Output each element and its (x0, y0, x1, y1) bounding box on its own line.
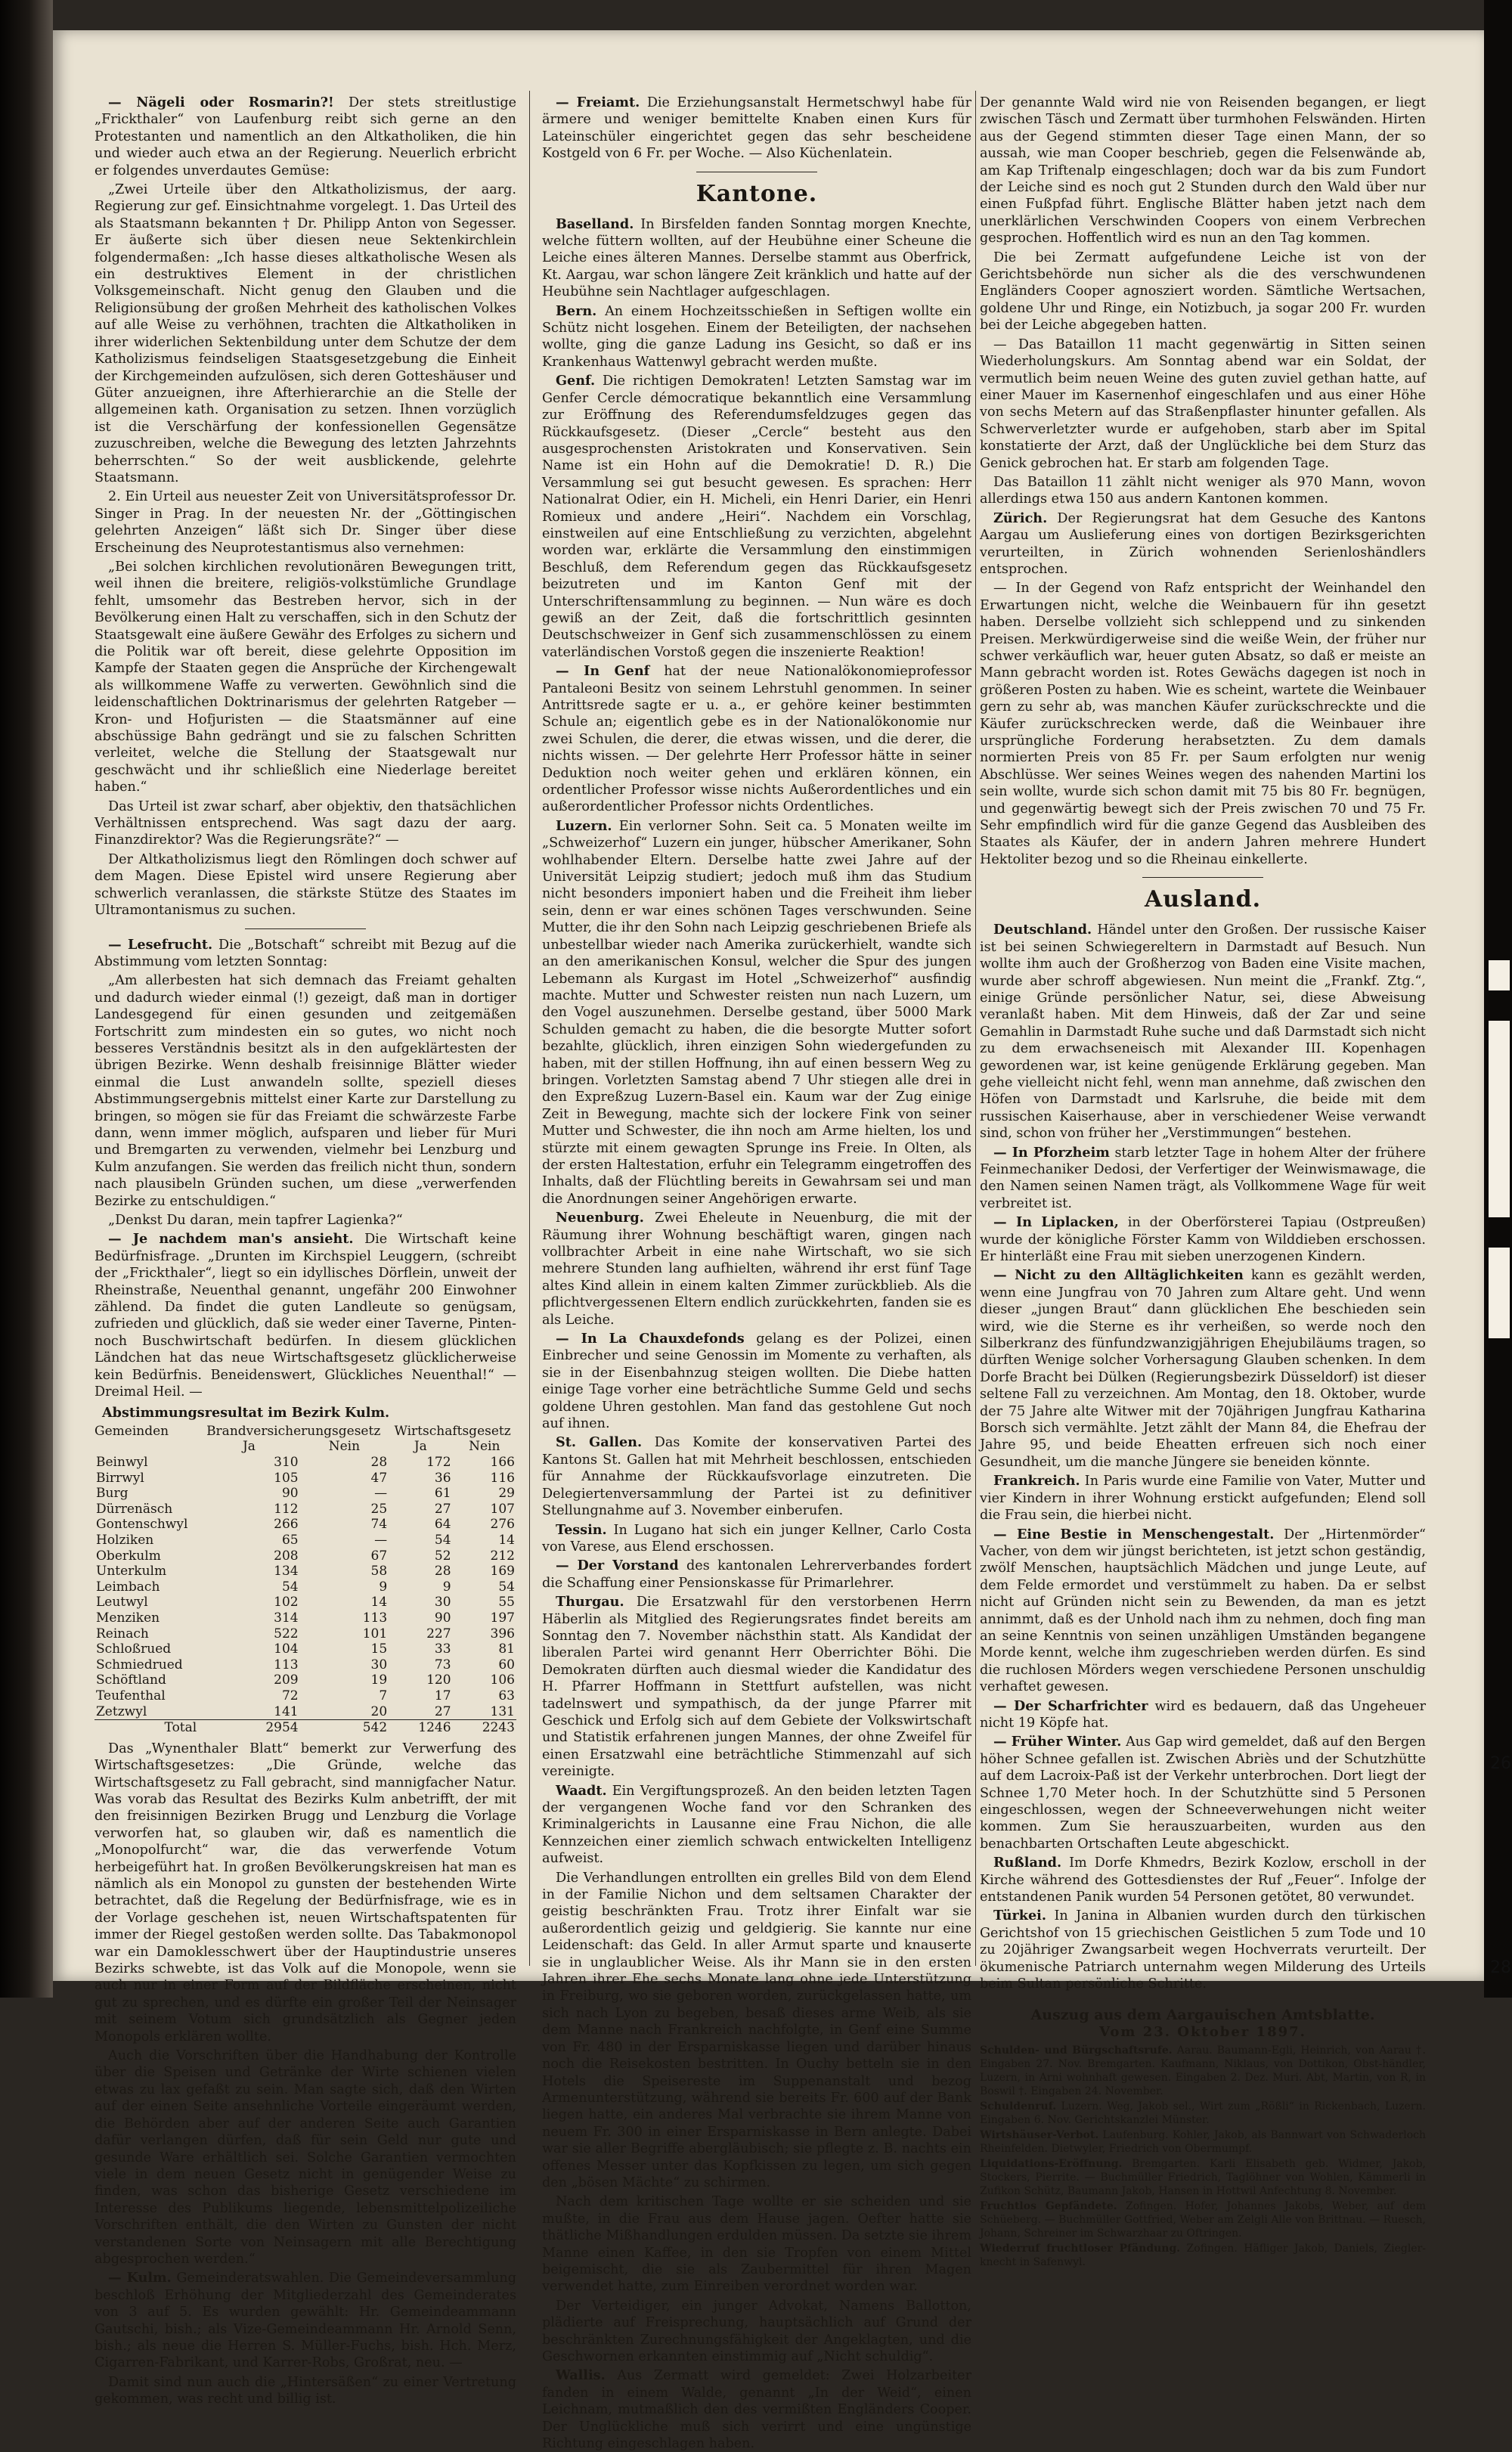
news-item (980, 1698, 1426, 1732)
vote-count: 67 (370, 1548, 388, 1564)
kantone-items (542, 216, 971, 2452)
article-lesefrucht: — Lesefrucht. Die „Botschaft“ schreibt mit Bezug auf die Abstimmung vom letzten Sonntag: (94, 936, 516, 969)
news-item (980, 1214, 1426, 1265)
vote-count: 58 (370, 1564, 388, 1579)
news-item-lead: — In Genf (556, 663, 650, 680)
vote-count: 14 (370, 1595, 388, 1610)
vote-count: 314 (274, 1610, 299, 1626)
vote-count: 116 (490, 1470, 515, 1486)
th-brand: Brandversicherungsgesetz (206, 1423, 381, 1439)
separator-amtsblatt (980, 1998, 1426, 1999)
th-ja-1: Ja (242, 1439, 256, 1455)
amtsblatt-entry-head: Wirtshäuser-Verbot. (980, 2129, 1099, 2142)
gemeinde-name: Schloßrued (96, 1641, 172, 1657)
vote-count: 104 (274, 1641, 299, 1657)
news-item-lead: Luzern. (556, 817, 612, 834)
amtsblatt-entry-head: Wiederruf fruchtloser Pfändung. (980, 2243, 1181, 2255)
edge-number-2: 28 (1490, 1958, 1511, 1977)
news-item (980, 1734, 1426, 1852)
vote-count: 209 (274, 1672, 299, 1688)
column-rule-2 (975, 91, 976, 1966)
vote-count: 14 (498, 1533, 515, 1548)
news-item (542, 1210, 971, 1328)
vote-count: 73 (434, 1657, 451, 1672)
news-item-text: Aus Gap wird gemeldet, daß auf den Bergen höher Schnee gefallen ist. Zwischen Abriès und der Schutzhütte auf dem Lacroix-Paß ist der Verkehr unterbrochen. Dort liegt der Schnee 1,70 Meter hoch. In der Schutzhütte sind 5 Personen eingeschlossen, wegen der Schneeverwehungen nicht weiter kommen. Zum Sie herauszuarbeiten, wurden aus den benachbarten Ortschaften Leute abgeschickt. (980, 1734, 1426, 1852)
amtsblatt-entry-head: Schuldenruf. (980, 2100, 1057, 2113)
edge-number-1: 26 (1490, 1754, 1511, 1773)
article-cooper: Der genannte Wald wird nie von Reisenden begangen, er liegt zwischen Täsch und Zermatt über turmhohen Felswänden. Hirten aus der Gegend stimmten dieser Tage einen Mann, der so aussah, wie man Cooper beschrieb, gegen die Felsenwände ab, am Kap Triftenalp eingeschlagen; doch war da bis zum Fundort der Leiche sind es noch gut 2 Stunden durch den Wald über nur einen Fußpfad führt. Englische Blätter haben jetzt nach dem unerklärlichen Verschwinden Coopers von einem Verbrechen gesprochen. Hoffentlich wird es nun an den Tag kommen. (980, 95, 1426, 246)
table-row (94, 1641, 516, 1657)
th-nein-1: Nein (328, 1439, 361, 1455)
news-item-text: Nach dem kritischen Tage wollte er sie scheiden und sie mußte, in die Frau aus dem Hause jagen. Oefter hatte sie thätliche Mißhandlungen erdulden müssen. Da setzte sie ihrem Manne einen Kaffee, in den sie Tropfen von einem Mittel beigemischt, die sie als Zaubermittel für ihren Magen verwendet hatte, zum Einreiben verordnet worden war. (542, 2194, 971, 2295)
table-row (94, 1455, 516, 1471)
article-freiamt: — Freiamt. Die Erziehungsanstalt Hermetschwyl habe für ärmere und weniger bemittelte Knaben einen Kurs für Lateinschüler eingerichtet gegen das sehr bescheidene Kostgeld von 6 Fr. per Woche. — Also Küchenlatein. (542, 95, 971, 162)
news-item-lead: Neuenburg. (556, 1210, 644, 1226)
total-count: 2243 (453, 1720, 516, 1736)
amtsblatt-entry-text: Laufenburg. Kohler, Jakob, als Bannwart von Schwaderloch Rheinfelden. Dietwyler, Friedrich von Obermumpf. (980, 2129, 1426, 2156)
gemeinde-name: Oberkulm (96, 1548, 161, 1564)
news-item-text: Das Komite der konservativen Partei des Kantons St. Gallen hat mit Mehrheit beschlossen, entschieden für Annahme der Rückkaufsvorlage einzutreten. Die Delegiertenversammlung der Partei ist zu definitiver Stellungnahme auf 3. November einberufen. (542, 1435, 972, 1519)
news-item (542, 373, 971, 661)
gemeinde-name: Reinach (96, 1626, 149, 1641)
article-zuerich: Zürich. Der Regierungsrat hat dem Gesuche des Kantons Aargau um Auslieferung eines von dortigen Bezirksgerichten verurteilten, in Zürich wohnenden Serienloshändlers entsprochen. (980, 510, 1426, 577)
news-item-text: Die Ersatzwahl für den verstorbenen Herrn Häberlin als Mitglied des Regierungsrates findet bereits am Sonntag den 7. November nächsthin statt. Als Kandidat der liberalen Partei wird genannt Herr Oberrichter Böhi. Die Demokraten dürften auch diesmal wieder die Kandidatur des H. Pfarrer Hoffmann in Stettfurt aufstellen, was nicht tadelnswert und sympathisch, da der junge Pfarrer mit Geschick und Erfolg sich auf dem Gebiete der Volkswirtschaft und Statistik erfahrenen jungen Mannes, der ohne Zweifel für einen Ersatzwahl eine beträchtliche Stimmenzahl auf sich vereinigte. (542, 1595, 971, 1780)
vote-count: 208 (274, 1548, 299, 1564)
table-row (94, 1595, 516, 1610)
gemeinde-name: Zetzwyl (96, 1703, 147, 1719)
news-item-lead: Genf. (556, 373, 596, 389)
table-row (94, 1502, 516, 1517)
amtsblatt-entry-text: Zofingen. Häfliger Jakob, Daniels, Ziegler-knecht in Safenwyl. (980, 2243, 1426, 2269)
vote-count: 90 (281, 1486, 299, 1502)
vote-count: 19 (370, 1672, 388, 1688)
column-2 (542, 95, 972, 2452)
book-binding-shadow (0, 0, 53, 1998)
column-rule-1 (529, 91, 530, 1966)
vote-count: 36 (434, 1470, 451, 1486)
vote-count: 25 (370, 1501, 388, 1517)
vote-count: 47 (370, 1470, 388, 1486)
vote-count: 72 (281, 1688, 299, 1703)
news-item-lead: Wallis. (556, 2367, 606, 2384)
news-item-text: Der „Hirtenmörder“ Vacher, von dem wir jüngst berichteten, ist jetzt schon geständig, zwölf Menschen, hauptsächlich Mädchen und junge Leute, auf dem Felde ermordet und verstümmelt zu haben. Da er selbst nicht auf Gründen nicht sein zu Bewenden, da man es jetzt annimmt, daß es der Unhold nach ihm zu nehmen, doch fing man an seine Kenntnis von seinen unzähligen Umständen begangene Morde kennt, welche ihm zugeschrieben werden dürfen. Es sind die ruchlosen Mörders wegen verschiedene Personen unschuldig verhaftet gewesen. (980, 1527, 1427, 1695)
vote-count: 54 (498, 1579, 515, 1595)
news-item (980, 1473, 1426, 1524)
amtsblatt-entry (980, 2199, 1426, 2240)
news-item (980, 1908, 1426, 1992)
news-item-lead: — Früher Winter. (993, 1734, 1122, 1750)
column-3: Der genannte Wald wird nie von Reisenden begangen, er liegt zwischen Täsch und Zermatt über turmhohen Felswänden. Hirten aus der Gegend stimmten dieser Tage einen Mann, der so aussah, wie man Cooper beschrieb, gegen die Felsenwände ab, am Kap Triftenalp eingeschlagen; doch war da bis zum Fundort der Leiche sind es noch gut 2 Stunden durch den Wald über nur einen Fußpfad führt. Englische Blätter haben jetzt nach dem unerklärlichen Verschwinden Coopers von einem Verbrechen gesprochen. Hoffentlich wird es nun an den Tag kommen. Die bei Zermatt aufgefundene Leiche ist von der Gerichtsbehörde nun sicher als die des verschwundenen Engländers Cooper agnosziert worden. Sämtliche Wertsachen, goldene Uhr und Ringe, ein Notizbuch, ja sogar 200 Fr. wurden bei der Leiche abgegeben hatten. — Das Bataillon 11 macht gegenwärtig in Sitten seinen Wiederholungskurs. Am Sonntag abend war ein Soldat, der vermutlich beim neuen Weine des guten zuviel gethan hatte, auf einer Mauer im Kasernenhof eingeschlafen und aus einer Höhe von sechs Metern auf das Straßenpflaster hinunter gefallen. Als Schwerverletzter wurde er aufgehoben, starb aber im Spital konstatierte der Arzt, daß der Unglückliche bei dem Sturz das Genick gebrochen hat. Er starb am folgenden Tage. Das Bataillon 11 zählt nicht weniger als 970 Mann, wovon allerdings etwa 150 aus andern Kantonen kommen. Zürich. Der Regierungsrat hat dem Gesuche des Kantons Aargau um Auslieferung eines von dortigen Bezirksgerichten verurteilten, in Zürich wohnenden Serienloshändlers entsprochen. — In der Gegend von Rafz entspricht der Weinhandel den Erwartungen nicht, welche die Weinbauern für ihn gesetzt haben. Derselbe vollzieht sich schleppend und zu sinkenden Preisen. Merkwürdigerweise sind die weiße Wein, der früher nur schwer verkäuflich war, heuer guten Absatz, so daß er meiste an Mann gebracht worden ist. Rotes Gewächs dagegen ist noch in größeren Posten zu haben. Wie es scheint, wartete die Weinbauer gern zu sehr ab, was manchen Käufer zurückschreckte und die Käufer zurückschrecken werde, daß die Weinbauer ihre ursprüngliche Forderung herabsetzten. Zu dem damals normierten Preis von 85 Fr. per Saum erfolgten nur wenig Abschlüsse. Wer seines Weines wegen des nahenden Martini los sein wollte, wurde sich schon damit mit 75 bis 80 Fr. begnügen, und gegenwärtig bewegt sich der Preis zwischen 70 und 75 Fr. Sehr empfindlich wird für die ganze Gegend das Ausbleiben des Staates als Käufer, der in andern Jahren mehrere Hundert Hektoliter bezog und so die Rheinau einkellerte. Ausland. Deutschland. Händel unter den Großen. Der russische Kaiser ist bei seinen Schwiegereltern in Darmstadt auf Besuch. Nun wollte ihm auch der Großherzog von Baden eine Visite machen, wurde aber schroff abgewiesen. Nun meint die „Frankf. Ztg.“, einige Gründe persönlicher Natur, sei, diese Abweisung veranlaßt haben. Mit dem Hinweis, daß der Zar und seine Gemahlin in Darmstadt Ruhe suche und daß Darmstadt sich nicht zu dem erwachseneisch mit Alexander III. Kopenhagen gewordenen war, ist keine genügende Erklärung gegeben. Man gehe vielleicht nicht fehl, wenn man annehme, daß zwischen den Höfen von Darmstadt und Karlsruhe, die beide mit dem russischen Kaiserhause, aber in verschiedener Weise verwandt sind, schon von früher her „Verstimmungen“ bestehen. — In Pforzheim starb letzter Tage in hohem Alter der frühere Feinmechaniker Dedosi, der Verfertiger der Weinwismawage, die den Namen seinen Namen trägt, als Vollkommene Wage für weit verbreitet ist. — In Liplacken, in der Oberförsterei Tapiau (Ostpreußen) wurde der königliche Förster Kamm von Wilddieben erschossen. Er hinterläßt eine Frau mit sieben unerzogenen Kindern. — Nicht zu den Alltäglichkeiten kann es gezählt werden, wenn eine Jungfrau von 70 Jahren zum Altare geht. Und wenn dieser „jungen Braut“ dann glücklichen Ehe beschieden sein wird, wie die Sterne es ihr verheißen, so werde noch den Silberkranz des fünfundzwanzigjährigen Ehejubiläums tragen, so dürften Wenige solcher Vorhersagung Glauben schenken. In dem Dorfe Bracht bei Dülken (Regierungsbezirk Düsseldorf) ist dieser seltene Fall zu verzeichnen. Am Montag, den 18. Oktober, wurde der 75 Jahre alte Witwer mit der 70jährigen Jungfrau Katharina Borsch sich vermählte. Jetzt zählt der Mann 84, die Ehefrau der Jahre 95, und beide Eheatten erfreuen sich noch einer Gesundheit, um die manche Jüngere sie beneiden könnte. Frankreich. In Paris wurde eine Familie von Vater, Mutter und vier Kindern in ihrer Wohnung erstickt aufgefunden; Elend soll die Frau sein, die hierbei nicht. — Eine Bestie in Menschengestalt. Der „Hirtenmörder“ Vacher, von dem wir jüngst berichteten, ist jetzt schon geständig, zwölf Menschen, hauptsächlich Mädchen und junge Leute, auf dem Felde ermordet und verstümmelt zu haben. Da er selbst nicht auf Gründen nicht sein zu Bewenden, da man es jetzt annimmt, daß es der Unhold nach ihm zu nehmen, doch fing man an seine Kenntnis von seinen unzähligen Umständen begangene Morde kennt, welche ihm zugeschrieben werden dürfen. Es sind die ruchlosen Mörders wegen verschiedene Personen unschuldig verhaftet gewesen. — Der Scharfrichter wird es bedauern, daß das Ungeheuer nicht 19 Köpfe hat. — Früher Winter. Aus Gap wird gemeldet, daß auf den Bergen höher Schnee gefallen ist. Zwischen Abriès und der Schutzhütte auf dem Lacroix-Paß ist der Verkehr unterbrochen. Dort liegt der Schnee 1,70 Meter hoch. In der Schutzhütte sind 5 Personen eingeschlossen, wegen der Schneeverwehungen nicht weiter kommen. Zum Sie herauszuarbeiten, wurden aus den benachbarten Ortschaften Leute abgeschickt. Rußland. Im Dorfe Khmedrs, Bezirk Kozlow, erscholl in der Kirche während des Gottesdienstes der Ruf „Feuer“. Infolge der entstandenen Panik wurden 54 Personen getötet, 80 verwundet. Türkei. In Janina in Albanien wurden durch den türkischen Gerichtshof von 15 griechischen Geistlichen 5 zum Tode und 10 zu 20jähriger Zwangsarbeit wegen Hochverrats verurteilt. Der ökumenische Patriarch unternahm wegen Milderung des Urteils beim Sultan persönliche Schritte. Auszug aus dem Aargauischen Amtsblatte. Vom 23. Oktober 1897. Schulden- und Bürgschaftsrufe. Aarau. Baumann-Egli, Heinrich, von Aarau †. Eingaben 27. Nov. Bremgarten. Kaufmann, Niklaus, von Dottikon, Obst-händler, Luzern, in Arni wohnhaft gewesen. Eingaben 2. Dez. Muri. Abt, Martin, von R, in Boswil †. Eingaben 24. November. Schuldenruf. Luzern. Weg, Jakob sel., Wirt zum „Rößli“ in Rickenbach, Luzern. Eingaben 6. Nov. Gerichtskanzlei Münster. Wirtshäuser-Verbot. Laufenburg. Kohler, Jakob, als Bannwart von Schwaderloch Rheinfelden. Dietwyler, Friedrich von Obermumpf. Liquidations-Eröffnung. Bremgarten. Karli Elisabeth geb. Widmer, Jakob, Stockers, Pierrite. — Buchmüller Friedrich, Taglöhner von Wohlen, Kämmerli in Zufikon Schütz, Baumann Jakob, Hansen in Hottwil Anfechtung 8. November. Fruchtlos Gepfändete. Zofingen. Hofer, Johannes Jakobs, Weber, auf dem Schüeberg. — Buchmüller Gottfried, Weber am Zelgli Alle von Brittnau. — Ruesch, Johann, Schreiner im Schwarzhaar zu Oftringen. Wiederruf fruchtloser Pfändung. Zofingen. Häfliger Jakob, Daniels, Ziegler-knecht in Safenwyl. (980, 95, 1427, 2269)
news-item (542, 1434, 971, 1519)
vote-count: 166 (490, 1455, 515, 1471)
news-item-text: Ein verlorner Sohn. Seit ca. 5 Monaten weilte im „Schweizerhof“ Luzern ein junger, hübscher Amerikaner, Sohn wohlhabender Eltern. Derselbe hatte zwei Jahre auf der Universität Leipzig studiert; jedoch muß ihm das Studium nicht besonders imponiert haben und die Freiheit ihm lieber sein, denn er war eines schönen Tages verschwunden. Seine Mutter, die ihr den Sohn nach Leipzig geschriebenen Briefe als unbestellbar wieder nach Amerika zurückerhielt, wandte sich an den amerikanischen Konsul, welcher die Spur des jungen Lebemann als Kurgast im Hotel „Schweizerhof“ ausfindig machte. Mutter und Schwester reisten nun nach Luzern, um den Vogel auszunehmen. Derselbe gestand, über 5000 Mark Schulden gemacht zu haben, die die besorgte Mutter sofort bezahlte, glücklich, ihren einzigen Sohn wiedergefunden zu haben, mit der stillen Hoffnung, ihn auf einen bessern Weg zu bringen. Vorletzten Samstag abend 7 Uhr stiegen alle drei in den Expreßzug Luzern-Basel ein. Kaum war der Zug einige Zeit in Bewegung, machte sich der lockere Fink von seiner Mutter und Schwester, die ihn noch am Arme hielten, los und stürzte mit einem gewagten Sprunge ins Freie. In Olten, als der ersten Haltestation, erfuhr ein Telegramm eingetroffen des Inhalts, daß der Flüchtling bereits in Gewahrsam sei und man die Anordnungen seiner Angehörigen erwarte. (542, 818, 971, 1207)
table-title: Abstimmungsresultat im Bezirk Kulm. (102, 1405, 390, 1421)
news-item-lead: — In Pforzheim (993, 1144, 1110, 1161)
news-item-lead: Deutschland. (993, 922, 1092, 938)
news-item (542, 1783, 971, 1868)
news-item (542, 818, 971, 1207)
article-nachdem: — Je nachdem man's ansieht. Die Wirtschaft keine Bedürfnisfrage. „Drunten im Kirchspiel Leuggern, (schreibt der „Frickthaler“, liegt so ein idyllisches Dörflein, unweit der Rheinstraße, Neuenthal genannt, ungefähr 200 Einwohner zählend. Da findet die guten Landleute so genügsam, zufrieden und glücklich, daß sie weder einer Taverne, Pinten- noch Buschwirtschaft bedürfen. In diesem glücklichen Ländchen hat das neue Wirtschaftsgesetz glücklicherweise kein Bedürfnis. Beneidenswert, Glückliches Neuenthal!“ — Dreimal Heil. — (94, 1231, 516, 1400)
amtsblatt-entry-text: Luzern. Weg, Jakob sel., Wirt zum „Rößli“ in Rickenbach, Luzern. Eingaben 6. Nov. Gerichtskanzlei Münster. (980, 2100, 1427, 2127)
amtsblatt-entry (980, 2242, 1426, 2269)
amtsblatt-entry-head: Schulden- und Bürgschaftsrufe. (980, 2044, 1173, 2057)
table-row (94, 1672, 516, 1688)
table-row (94, 1626, 516, 1642)
vote-count: 212 (490, 1548, 515, 1564)
vote-count: 20 (370, 1703, 388, 1719)
vote-count: 107 (490, 1501, 515, 1517)
total-count: 542 (300, 1720, 389, 1736)
vote-count: 33 (434, 1641, 451, 1657)
vote-count: 141 (274, 1703, 299, 1719)
vote-count: 64 (434, 1517, 451, 1533)
article-kulm: — Kulm. Gemeinderatswahlen. Die Gemeindeversammlung beschloß Erhöhung der Mitgliederzahl des Gemeinderates von 3 auf 5. Es wurden gewählt: Hr. Gemeindeammann Gautschi, bish.; als Vize-Gemeindeammann Hr. Arnold Senn, bish.; als neue die Herren S. Müller-Fuchs, bish. Hch. Merz, Cigarren-Fabrikant, und Karrer-Robs, Großrat, neu. — (94, 2270, 516, 2371)
news-item-text: starb letzter Tage in hohem Alter der frühere Feinmechaniker Dedosi, der Verfertiger der Weinwismawage, die den Namen seinen Namen trägt, als Vollkommene Wage für weit verbreitet ist. (980, 1145, 1426, 1211)
vote-count: 106 (490, 1672, 515, 1688)
gemeinde-name: Beinwyl (96, 1455, 148, 1471)
news-item-lead: Frankreich. (993, 1473, 1080, 1489)
news-item-lead: — In Liplacken, (993, 1214, 1119, 1231)
amtsblatt-entry-text: Aarau. Baumann-Egli, Heinrich, von Aarau †. Eingaben 27. Nov. Bremgarten. Kaufmann, Niklaus, von Dottikon, Obst-händler, Luzern, in Arni wohnhaft gewesen. Eingaben 2. Dez. Muri. Abt, Martin, von R, in Boswil †. Eingaben 24. November. (980, 2044, 1427, 2098)
news-item (542, 303, 971, 371)
news-item-text: In Paris wurde eine Familie von Vater, Mutter und vier Kindern in ihrer Wohnung erstickt aufgefunden; Elend soll die Frau sein, die hierbei nicht. (980, 1474, 1426, 1524)
gemeinde-name: Dürrenäsch (96, 1501, 173, 1517)
news-item-text: In Lugano hat sich ein junger Kellner, Carlo Costa von Varese, aus Elend erschossen. (542, 1522, 972, 1555)
amtsblatt-entry-head: Liquidations-Eröffnung. (980, 2158, 1123, 2171)
table-row (94, 1533, 516, 1548)
vote-count: 27 (434, 1703, 451, 1719)
table-row (94, 1704, 516, 1720)
news-item-lead: — In La Chauxdefonds (556, 1331, 745, 1347)
news-item-text: Aus Zermatt wird gemeldet: Zwei Holzarbeiter fanden in einem Walde, genannt „In der Weid“, einen Leichnam, mutmaßlich den des vermißten Engländers Cooper. Der Unglückliche muß sich verirrt und eine ungünstige Richtung eingeschlagen haben. (542, 2368, 971, 2452)
news-item-lead: — Eine Bestie in Menschengestalt. (993, 1526, 1275, 1542)
vote-count: 101 (362, 1626, 388, 1641)
vote-count: 61 (434, 1486, 451, 1502)
news-item (542, 663, 971, 816)
news-item-text: Zwei Eheleute in Neuenburg, die mit der Räumung ihrer Wohnung beschäftigt waren, gingen nach vollbrachter Arbeit in eine nahe Wirtschaft, wo sie sich mehrere Stunden lang aufhielten, während ihr erst fünf Tage altes Kind allein in einem kalten Zimmer zurückblieb. Als die pflichtvergessenen Eltern endlich zurückkehrten, fanden sie es als Leiche. (542, 1211, 972, 1328)
ausland-items (980, 922, 1426, 1992)
amtsblatt-entry (980, 2128, 1426, 2156)
news-item-text: gelang es der Polizei, einen Einbrecher und seine Genossin im Momente zu verhaften, als sie in der Eisenbahnzug steigen wollten. Die Diebe hatten einige Tage vorher eine beträchtliche Summe Geld und sechs goldene Uhren gestohlen. Man fand das gestohlene Gut noch auf ihnen. (542, 1331, 971, 1432)
vote-count: 522 (274, 1626, 299, 1641)
vote-count: 112 (274, 1501, 299, 1517)
vote-count: — (374, 1533, 388, 1548)
gemeinde-name: Holziken (96, 1533, 154, 1548)
table-row (94, 1564, 516, 1579)
gemeinde-name: Leutwyl (96, 1595, 148, 1610)
vote-count: 54 (281, 1579, 299, 1595)
gemeinde-name: Unterkulm (96, 1564, 167, 1579)
vote-count: 227 (426, 1626, 451, 1641)
article-naegeli: — Nägeli oder Rosmarin?! Der stets streitlustige „Frickthaler“ von Laufenburg reibt sich gerne an den Protestanten und namentlich an den Altkatholiken, die hin und wieder auch etwa an der Regierung. Neuerlich erbricht er folgendes unverdautes Gemüse: (94, 95, 516, 178)
separator (245, 928, 366, 929)
news-item (542, 2298, 971, 2366)
vote-count: 276 (490, 1517, 515, 1533)
news-item (980, 1145, 1426, 1213)
vote-count: 134 (274, 1564, 299, 1579)
news-item-lead: Waadt. (556, 1782, 607, 1799)
amtsblatt-entry (980, 2100, 1426, 2127)
vote-count: 28 (434, 1564, 451, 1579)
vote-count: 60 (498, 1657, 515, 1672)
news-item (542, 2193, 971, 2295)
gemeinde-name: Burg (96, 1486, 129, 1502)
news-item-lead: Tessin. (556, 1521, 607, 1538)
amtsblatt-entry (980, 2157, 1426, 2198)
news-item-lead: Thurgau. (556, 1594, 624, 1610)
total-count: 1246 (389, 1720, 452, 1736)
gemeinde-name: Gontenschwyl (96, 1517, 188, 1533)
vote-table-body (94, 1455, 516, 1736)
vote-count: 55 (498, 1595, 515, 1610)
table-row (94, 1486, 516, 1502)
amtsblatt-date: Vom 23. Oktober 1897. (1099, 2023, 1306, 2040)
vote-count: — (374, 1486, 388, 1502)
news-item (542, 1522, 971, 1556)
th-wirt: Wirtschaftsgesetz (394, 1423, 511, 1439)
vote-count: 310 (274, 1455, 299, 1471)
news-item-text: hat der neue Nationalökonomieprofessor Pantaleoni Besitz von seinem Lehrstuhl genommen. In seiner Antrittsrede sagte er u. a., er gehöre keiner bestimmten Schule an; eigentlich gebe es in der Nationalökonomie nur zwei Schulen, die derer, die etwas wissen, und die derer, die nichts wissen. — Der gelehrte Herr Professor hätte in seiner Deduktion noch weiter gehen und erklären können, ein ordentlicher Professor wisse nichts Außerordentliches und ein außerordentlicher Professor nichts Ordentliches. (542, 664, 971, 815)
news-item (542, 2367, 971, 2452)
news-item (980, 1527, 1426, 1696)
vote-count: 9 (379, 1579, 388, 1595)
news-item-text: An einem Hochzeitsschießen in Seftigen wollte ein Schütz nicht losgehen. Einem der Beteiligten, der nachsehen wollte, ging die ganze Ladung ins Gesicht, so daß er ins Krankenhaus Wattenwyl gebracht werden mußte. (542, 303, 971, 370)
total-count: 2954 (198, 1720, 299, 1736)
vote-count: 113 (274, 1657, 299, 1672)
vote-count: 113 (362, 1610, 388, 1626)
th-ja-2: Ja (414, 1439, 427, 1455)
separator (1142, 877, 1263, 878)
adjacent-page-edge (1484, 0, 1512, 1998)
news-item-text: des kantonalen Lehrerverbandes fordert die Schaffung einer Pensionskasse für Primarlehrer. (542, 1558, 971, 1591)
news-item-text: Ein Vergiftungsprozeß. An den beiden letzten Tagen der vergangenen Woche fand vor den Schranken des Kriminalgerichts in Lausanne eine Frau Nichon, die alle Kennzeichen einer ziemlich schwach entwickelten Intelligenz aufweist. (542, 1783, 972, 1867)
amtsblatt-entry-head: Fruchtlos Gepfändete. (980, 2200, 1117, 2213)
vote-count: 65 (281, 1533, 299, 1548)
vote-count: 197 (490, 1610, 515, 1626)
vote-count: 30 (370, 1657, 388, 1672)
news-item-lead: — Der Scharfrichter (993, 1697, 1148, 1714)
table-row (94, 1688, 516, 1704)
gemeinde-name: Leimbach (96, 1579, 160, 1595)
news-item (542, 1331, 971, 1432)
gemeinde-name: Menziken (96, 1610, 160, 1626)
table-row (94, 1548, 516, 1564)
table-total-row (94, 1720, 516, 1736)
amtsblatt-entry (980, 2044, 1426, 2098)
vote-count: 7 (379, 1688, 388, 1703)
vote-count: 81 (498, 1641, 515, 1657)
vote-count: 102 (274, 1595, 299, 1610)
news-item (980, 922, 1426, 1142)
gemeinde-name: Schmiedrued (96, 1657, 183, 1672)
column-1: — Nägeli oder Rosmarin?! Der stets streitlustige „Frickthaler“ von Laufenburg reibt sich gerne an den Protestanten und namentlich an den Altkatholiken, die hin und wieder auch etwa an der Regierung. Neuerlich erbricht er folgendes unverdautes Gemüse: „Zwei Urteile über den Altkatholizismus, der aarg. Regierung zur gef. Einsichtnahme vorgelegt. 1. Das Urteil des als Staatsmann bekannten † Dr. Philipp Anton von Segesser. Er äußerte sich über diesen neue Sektenkirchlein folgendermaßen: „Ich hasse dieses altkatholische Wesen als ein destruktives Element in der christlichen Volksgemeinschaft. Nicht genug den Glauben und die Religionsübung der großen Mehrheit des katholischen Volkes auf alle Weise zu verhöhnen, trachten die Altkatholiken in ihrer widerlichen Sektenbildung unter dem Schutze der dem Katholizismus feindseligen Staatsgesetzgebung die Einheit der Kirchgemeinden aufzulösen, sich deren Gotteshäuser und Güter anzueignen, ihre Afterhierarchie an die Stelle der allgemeinen kath. Organisation zu setzen. Ihnen vorzüglich ist die Verschärfung der konfessionellen Gegensätze zuzuschreiben, welche die Bewegung des letzten Jahrzehnts beherrschten.“ So der weit ausblickende, gelehrte Staatsmann. 2. Ein Urteil aus neuester Zeit von Universitätsprofessor Dr. Singer in Prag. In der neuesten Nr. der „Göttingischen gelehrten Anzeigen“ läßt sich Dr. Singer über diese Erscheinung des Neuprotestantismus also vernehmen: „Bei solchen kirchlichen revolutionären Bewegungen tritt, weil ihnen die breitere, religiös-volkstümliche Grundlage fehlt, umsomehr das Bestreben hervor, sich in der Bevölkerung einen Halt zu verschaffen, sich in den Schutz der Staatsgewalt eine äußere Gewähr des Erfolges zu sichern und die Politik war oft bereit, diese gelehrte Opposition im Kampfe der Staaten gegen die Ansprüche der Kirchengewalt als willkommene Waffe zu verwerten. Gewöhnlich sind die leidenschaftlichen Doktrinarismus der gelehrten Ratgeber — Kron- und Hofjuristen — die Staatsmänner auf eine abschüssige Bahn gedrängt und sie zu falschen Schritten verleitet, welche die Stellung der Staatsgewalt nur geschwächt und ihr schließlich eine Niederlage bereitet haben.“ Das Urteil ist zwar scharf, aber objektiv, den thatsächlichen Verhältnissen entsprechend. Was sagt dazu der aarg. Finanzdirektor? Was die Regierungsräte?“ — Der Altkatholizismus liegt den Römlingen doch schwer auf dem Magen. Diese Epistel wird unsere Regierung aber schwerlich veranlassen, die stärkste Stütze des Staates im Ultramontanismus zu suchen. — Lesefrucht. Die „Botschaft“ schreibt mit Bezug auf die Abstimmung vom letzten Sonntag: „Am allerbesten hat sich demnach das Freiamt gehalten und dadurch wieder einmal (!) gezeigt, daß man in dortiger Landesgegend für einen gesunden und zeitgemäßen Fortschritt zum mindesten ein so gutes, wo nicht noch besseres Verständnis besitzt als in den aufgeklärtesten der übrigen Bezirke. Wenn deshalb freisinnige Blätter wieder einmal die Lust anwandeln sollte, speziell dieses Abstimmungsergebnis mittelst einer Karte zur Darstellung zu bringen, so mögen sie für das Freiamt die schwärzeste Farbe dann, wenn immer möglich, aufsparen und lieber für Muri und Bremgarten zu verwenden, vielmehr bei Lenzburg und Kulm anzufangen. Sie werden das freilich nicht thun, sondern nach plausibeln Gründen suchen, um diese „verwerfenden Bezirke zu entschuldigen.“ „Denkst Du daran, mein tapfrer Lagienka?“ — Je nachdem man's ansieht. Die Wirtschaft keine Bedürfnisfrage. „Drunten im Kirchspiel Leuggern, (schreibt der „Frickthaler“, liegt so ein idyllisches Dörflein, unweit der Rheinstraße, Neuenthal genannt, ungefähr 200 Einwohner zählend. Da findet die guten Landleute so genügsam, zufrieden und glücklich, daß sie weder einer Taverne, Pinten- noch Buschwirtschaft bedürfen. In diesem glücklichen Ländchen hat das neue Wirtschaftsgesetz glücklicherweise kein Bedürfnis. Beneidenswert, Glückliches Neuenthal!“ — Dreimal Heil. — Abstimmungsresultat im Bezirk Kulm. Gemeinden Brandversicherungsgesetz Wirtschaftsgesetz Ja Nein Ja Nein Beinwyl 310 28 172 166 Birrwyl 105 47 36 116 Burg 90 — 61 29 Dürrenäsch 112 25 27 107 Gontenschwyl 266 74 64 276 Holziken 65 — 54 14 Oberkulm 208 67 52 212 Unterkulm 134 58 28 169 Leimbach 54 9 9 54 Leutwyl 102 14 30 55 Menziken 314 113 90 197 Reinach 522 101 227 396 Schloßrued 104 15 33 81 Schmiedrued 113 30 73 60 Schöftland 209 19 120 106 Teufenthal 72 7 17 63 Zetzwyl 141 20 27 131 Total 2954 542 1246 2243 Das „Wynenthaler Blatt“ bemerkt zur Verwerfung des Wirtschaftsgesetzes: „Die Gründe, welche das Wirtschaftsgesetz zu Fall gebracht, sind mannigfacher Natur. Was vorab das Resultat des Bezirks Kulm anbetrifft, der mit den freisinnigen Bezirken Brugg und Lenzburg die Vorlage verworfen hat, so glauben wir, daß es namentlich die „Monopolfurcht“ war, die das verwerfende Votum herbeigeführt hat. In großen Bevölkerungskreisen hat man es nämlich als ein Monopol zu gunsten der bestehenden Wirte betrachtet, daß die Regelung der Bedürfnisfrage, wie es in der Vorlage geschehen ist, neuen Wirtschaftspatenten für immer der Riegel gestoßen werden sollte. Das Tabakmonopol war ein Damoklesschwert über der Hauptindustrie unseres Bezirks schwebte, ist das Volk auf die Monopole, wenn sie auch nur in einer Form auf der Bildfläche erscheinen, nicht gut zu sprechen, und es dürfte ein großer Teil der Neinsager mit seinem Votum sich grundsätzlich als Gegner jeden Monopols erklären wollte. Auch die Vorschriften über die Handhabung der Kontrolle über die Speisen und Getränke der Wirte schienen vielen etwas zu lax gefaßt zu sein. Man sagte sich, daß den Wirten auf der einen Seite ansehnliche Vorteile eingeräumt werden, die Behörden aber auf der anderen Seite auch Garantien dafür verlangen dürfen, daß für sein Geld nur gute und gesunde Ware erhältlich sei. Solche Garantien vermochten viele in dem neuen Gesetz nicht in genügender Weise zu finden, was schon das bisherige Gesetz verschiedene im Interesse des Publikums liegende, lebensmittelpolizeiliche Vorschriften enthält, die den Wirten zu Gunsten der nicht verstandenen Sorte von Neinsagern mit alle Berechtigung abgesprochen werden.“ — Kulm. Gemeinderatswahlen. Die Gemeindeversammlung beschloß Erhöhung der Mitgliederzahl des Gemeinderates von 3 auf 5. Es wurden gewählt: Hr. Gemeindeammann Gautschi, bish.; als Vize-Gemeindeammann Hr. Arnold Senn, bish.; als neue die Herren S. Müller-Fuchs, bish. Hch. Merz, Cigarren-Fabrikant, und Karrer-Robs, Großrat, neu. — Damit sind nun auch die „Hintersäßen“ zu einer Vertretung gekommen, was recht und billig ist. (94, 95, 516, 2407)
vote-count: 105 (274, 1470, 299, 1486)
news-item-lead: Bern. (556, 302, 597, 319)
news-item (542, 1558, 971, 1592)
news-item (542, 1594, 971, 1780)
amtsblatt-entry-text: Bremgarten. Karli Elisabeth geb. Widmer, Jakob, Stockers, Pierrite. — Buchmüller Friedrich, Taglöhner von Wohlen, Kämmerli in Zufikon Schütz, Baumann Jakob, Hansen in Hottwil Anfechtung 8. November. (980, 2158, 1426, 2198)
news-item (980, 1855, 1426, 1905)
section-title-ausland: Ausland. (1144, 886, 1262, 913)
vote-count: 90 (434, 1610, 451, 1626)
news-item-text: Der Verteidiger, ein junger Advokat, Namens Ballotton, plädierte auf Freisprechung, hauptsächlich auf Grund der beschränkten Zurechnungsfähigkeit der Angeklagten, und die Geschwornen erkannten einstimmig auf „Nicht schuldig“. (542, 2298, 971, 2364)
news-item-lead: St. Gallen. (556, 1434, 643, 1451)
vote-results-table (94, 1424, 516, 1736)
table-row (94, 1610, 516, 1626)
article-wynenthaler: Das „Wynenthaler Blatt“ bemerkt zur Verwerfung des Wirtschaftsgesetzes: „Die Gründe, welche das Wirtschaftsgesetz zu Fall gebracht, sind mannigfacher Natur. Was vorab das Resultat des Bezirks Kulm anbetrifft, der mit den freisinnigen Bezirken Brugg und Lenzburg die Vorlage verworfen hat, so glauben wir, daß es namentlich die „Monopolfurcht“ war, die das verwerfende Votum herbeigeführt hat. In großen Bevölkerungskreisen hat man es nämlich als ein Monopol zu gunsten der bestehenden Wirte betrachtet, daß die Regelung der Bedürfnisfrage, wie es in der Vorlage geschehen ist, neuen Wirtschaftspatenten für immer der Riegel gestoßen werden sollte. Das Tabakmonopol war ein Damoklesschwert über der Hauptindustrie unseres Bezirks schwebte, ist das Volk auf die Monopole, wenn sie auch nur in einer Form auf der Bildfläche erscheinen, nicht gut zu sprechen, und es dürfte ein großer Teil der Neinsager mit seinem Votum sich grundsätzlich als Gegner jeden Monopols erklären wollte. (94, 1741, 516, 2044)
news-item-lead: — Der Vorstand (556, 1558, 679, 1574)
th-gemeinden: Gemeinden (94, 1423, 169, 1439)
total-label: Total (94, 1720, 198, 1736)
news-item-text: Die Verhandlungen entrollten ein grelles Bild von dem Elend in der Familie Nichon und dem seltsamen Charakter der geistig beschränkten Frau. Trotz ihrer Einfalt war sie außerordentlich geizig und geldgierig. Sie kannte nur eine Leidenschaft: das Geld. In aller Armut sparte und knauserte sie in unglaublicher Weise. Als ihr Mann sie in den ersten Jahren ihrer Ehe sechs Monate lang ohne jede Unterstützung in Freiburg, wo sie geboren worden, zurückgelassen hatte, um sich nach Lyon zu begeben, besaß dieses arme Weib, als sie dem Manne nach Frankreich nachfolgte, in Genf eine Summe von Fr. 480 in der Ersparniskasse liegen und darüber hinaus noch die Reisekosten bestritten. In Ouchy betteln sie in den Hotels die Speisereste im Suppenanstalt und bezog Armenunterstützung, während sie bereits Fr. 600 auf der Bank liegen hatte, ein anderes Mal verbrachte sie ihrem Manne von neuem Fr. 300 in einer Ersparniskasse in Bern anlegte. Dabei war sie aller Begriffe abergläubisch; sie pflegte z. B. nachts ein offenes Messer unter das Kopfkissen zu legen, um sich gegen den „bösen Mächte“ zu schirmen. (542, 1870, 971, 2190)
news-item-text: In Janina in Albanien wurden durch den türkischen Gerichtshof von 15 griechischen Geistlichen 5 zum Tode und 10 zu 20jähriger Zwangsarbeit wegen Hochverrats verurteilt. Der ökumenische Patriarch unternahm wegen Milderung des Urteils beim Sultan persönliche Schritte. (980, 1908, 1426, 1992)
section-title-kantone: Kantone. (696, 180, 818, 207)
news-item-text: Die richtigen Demokraten! Letzten Samstag war im Genfer Cercle démocratique bekanntlich eine Versammlung zur Eröffnung des Referendumsfeldzuges gegen das Rückkaufsgesetz. (Dieser „Cercle“ besteht aus den ausgesprochensten Aristokraten und Konservativen. Sein Name ist ein Hohn auf die Demokratie! D. R.) Die Versammlung sei gut besucht gewesen. Es sprachen: Herr Nationalrat Odier, ein H. Micheli, ein Henri Darier, ein Henri Romieux und andere „Heiri“. Nachdem ein Vorschlag, einstweilen auf eine Entschließung zu verzichten, abgelehnt worden war, erklärte die Versammlung den einstimmigen Beschluß, dem Referendum gegen das Rückkaufsgesetz beizutreten und im Kanton Genf mit der Unterschriftensammlung zu beginnen. — Nun wäre es doch gewiß an der Zeit, daß die fortschrittlich gesinnten Deutschschweizer in Genf sich zusammenschlössen zu einem vaterländischen Vorstoß gegen die inszenierte Reaktion! (542, 374, 971, 660)
amtsblatt-entry-text: Zofingen. Hofer, Johannes Jakobs, Weber, auf dem Schüeberg. — Buchmüller Gottfried, Weber am Zelgli Alle von Brittnau. — Ruesch, Johann, Schreiner im Schwarzhaar zu Oftringen. (980, 2200, 1426, 2240)
news-item-lead: Baselland. (556, 215, 634, 232)
amtsblatt-title: Auszug aus dem Aargauischen Amtsblatte. (1030, 2007, 1375, 2024)
vote-count: 131 (490, 1703, 515, 1719)
amtsblatt-entries (980, 2044, 1426, 2269)
news-item-lead: Rußland. (993, 1855, 1062, 1871)
vote-count: 52 (434, 1548, 451, 1564)
vote-count: 30 (434, 1595, 451, 1610)
vote-count: 172 (426, 1455, 451, 1471)
news-item (542, 216, 971, 301)
vote-count: 74 (370, 1517, 388, 1533)
news-item-text: In Birsfelden fanden Sonntag morgen Knechte, welche füttern wollten, auf der Heubühne einer Scheune die Leiche eines älteren Mannes. Derselbe stammt aus Oberfrick, Kt. Aargau, war schon längere Zeit kränklich und hatte auf der Heubühne sein Nachtlager aufgeschlagen. (542, 216, 971, 300)
vote-count: 15 (370, 1641, 388, 1657)
table-row (94, 1579, 516, 1595)
table-row (94, 1657, 516, 1673)
vote-count: 63 (498, 1688, 515, 1703)
vote-count: 54 (434, 1533, 451, 1548)
gemeinde-name: Birrwyl (96, 1470, 144, 1486)
vote-count: 27 (434, 1501, 451, 1517)
news-item-text: in der Oberförsterei Tapiau (Ostpreußen) wurde der königliche Förster Kamm von Wilddieben erschossen. Er hinterläßt eine Frau mit sieben unerzogenen Kindern. (980, 1215, 1427, 1264)
news-item (542, 1870, 971, 2192)
th-nein-2: Nein (469, 1439, 500, 1455)
vote-count: 17 (434, 1688, 451, 1703)
news-item-text: kann es gezählt werden, wenn eine Jungfrau von 70 Jahren zum Altare geht. Und wenn dieser „jungen Braut“ dann glücklichen Ehe beschieden sein wird, wie die Sterne es ihr verheißen, so werde noch den Silberkranz des fünfundzwanzigjährigen Ehejubiläums tragen, so dürften Wenige solcher Vorhersagung Glauben schenken. In dem Dorfe Bracht bei Dülken (Regierungsbezirk Düsseldorf) ist dieser seltene Fall zu verzeichnen. Am Montag, den 18. Oktober, wurde der 75 Jahre alte Witwer mit der 70jährigen Jungfrau Katharina Borsch sich vermählte. Jetzt zählt der Mann 84, die Ehefrau der Jahre 95, und beide Eheatten erfreuen sich noch einer Gesundheit, um die manche Jüngere sie beneiden könnte. (980, 1268, 1426, 1470)
gemeinde-name: Schöftland (96, 1672, 166, 1688)
table-row (94, 1471, 516, 1486)
news-item (980, 1267, 1426, 1471)
table-row (94, 1517, 516, 1533)
gemeinde-name: Teufenthal (96, 1688, 166, 1703)
vote-count: 28 (370, 1455, 388, 1471)
vote-count: 9 (442, 1579, 451, 1595)
news-item-lead: Türkei. (993, 1908, 1046, 1924)
news-item-text: wird es bedauern, daß das Ungeheuer nicht 19 Köpfe hat. (980, 1698, 1427, 1731)
news-item-text: Händel unter den Großen. Der russische Kaiser ist bei seinen Schwiegereltern in Darmstadt auf Besuch. Nun wollte ihm auch der Großherzog von Baden eine Visite machen, wurde aber schroff abgewiesen. Nun meint die „Frankf. Ztg.“, einige Gründe persönlicher Natur, sei, diese Abweisung veranlaßt haben. Mit dem Hinweis, daß der Zar und seine Gemahlin in Darmstadt Ruhe suche und daß Darmstadt sich nicht zu dem erwachseneisch mit Alexander III. Kopenhagen gewordenen war, ist keine genügende Erklärung gegeben. Man gehe vielleicht nicht fehl, wenn man annehme, daß zwischen den Höfen von Darmstadt und Karlsruhe, die beide mit dem russischen Kaiserhause, aber in verschiedener Weise verwandt sind, schon von früher her „Verstimmungen“ bestehen. (980, 922, 1426, 1142)
vote-count: 120 (426, 1672, 451, 1688)
vote-count: 29 (498, 1486, 515, 1502)
news-item-lead: — Nicht zu den Alltäglichkeiten (993, 1267, 1244, 1284)
vote-count: 396 (490, 1626, 515, 1641)
vote-count: 169 (490, 1564, 515, 1579)
news-item-text: Im Dorfe Khmedrs, Bezirk Kozlow, erscholl in der Kirche während des Gottesdienstes der Ruf „Feuer“. Infolge der entstandenen Panik wurden 54 Personen getötet, 80 verwundet. (980, 1855, 1426, 1905)
vote-count: 266 (274, 1517, 299, 1533)
